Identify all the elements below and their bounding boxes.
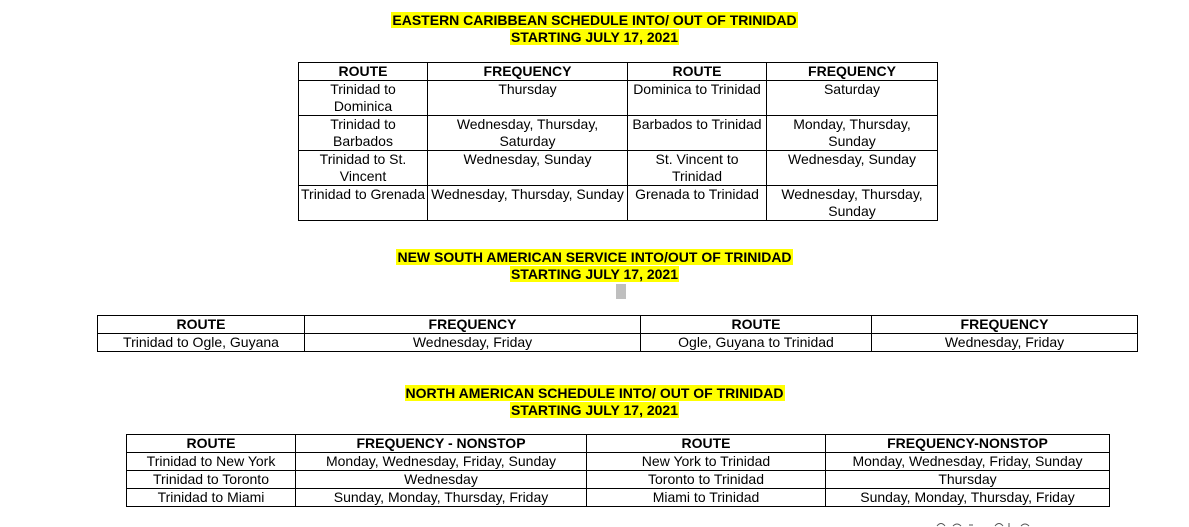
column-header: FREQUENCY: [305, 316, 641, 334]
section-title-line2: STARTING JULY 17, 2021: [510, 402, 679, 418]
eastern-caribbean-table: [298, 62, 938, 221]
table-cell: St. Vincent to Trinidad: [628, 151, 767, 186]
column-header: FREQUENCY - NONSTOP: [296, 435, 587, 453]
table-cell: Ogle, Guyana to Trinidad: [641, 334, 872, 352]
table-cell: Wednesday: [296, 471, 587, 489]
table-cell: Miami to Trinidad: [587, 489, 826, 507]
table-cell: Monday, Thursday, Sunday: [767, 116, 938, 151]
eastern-caribbean-start-date: [0, 29, 1189, 46]
section-title-line1: EASTERN CARIBBEAN SCHEDULE INTO/ OUT OF TRINIDAD: [392, 12, 797, 28]
table-cell: Trinidad to St. Vincent: [299, 151, 428, 186]
table-cell: Sunday, Monday, Thursday, Friday: [296, 489, 587, 507]
table-row: [98, 334, 1138, 352]
table-cell: Monday, Wednesday, Friday, Sunday: [296, 453, 587, 471]
table-cell: Wednesday, Friday: [872, 334, 1138, 352]
north-american-table: [126, 434, 1110, 507]
table-row: [299, 151, 938, 186]
section-title-line1: NORTH AMERICAN SCHEDULE INTO/ OUT OF TRINIDAD: [405, 385, 784, 401]
table-cell: Trinidad to Toronto: [127, 471, 296, 489]
table-cell: New York to Trinidad: [587, 453, 826, 471]
section-title-line2: STARTING JULY 17, 2021: [510, 266, 679, 282]
table-cell: Thursday: [428, 81, 628, 116]
table-cell: Dominica to Trinidad: [628, 81, 767, 116]
table-cell: Trinidad to Ogle, Guyana: [98, 334, 305, 352]
table-row: [299, 116, 938, 151]
column-header: ROUTE: [628, 63, 767, 81]
south-american-title: [0, 249, 1189, 266]
eastern-caribbean-title: [0, 12, 1189, 29]
table-cell: Toronto to Trinidad: [587, 471, 826, 489]
table-cell: Wednesday, Thursday, Saturday: [428, 116, 628, 151]
table-cell: Grenada to Trinidad: [628, 186, 767, 221]
table-row: [127, 471, 1110, 489]
table-row: [299, 186, 938, 221]
table-cell: Wednesday, Sunday: [428, 151, 628, 186]
south-american-start-date: [0, 266, 1189, 283]
table-cell: Wednesday, Friday: [305, 334, 641, 352]
south-american-table: [97, 315, 1138, 352]
table-cell: Wednesday, Sunday: [767, 151, 938, 186]
text-cursor-mark: [616, 284, 626, 299]
column-header: FREQUENCY: [872, 316, 1138, 334]
table-header-row: [98, 316, 1138, 334]
section-title-line2: STARTING JULY 17, 2021: [510, 29, 679, 45]
table-row: [127, 489, 1110, 507]
table-cell: Wednesday, Thursday, Sunday: [767, 186, 938, 221]
column-header: ROUTE: [587, 435, 826, 453]
table-cell: Wednesday, Thursday, Sunday: [428, 186, 628, 221]
north-american-title: [0, 385, 1189, 402]
column-header: ROUTE: [299, 63, 428, 81]
column-header: ROUTE: [127, 435, 296, 453]
table-cell: Trinidad to Miami: [127, 489, 296, 507]
column-header: FREQUENCY: [428, 63, 628, 81]
table-cell: Barbados to Trinidad: [628, 116, 767, 151]
table-cell: Trinidad to New York: [127, 453, 296, 471]
table-cell: Monday, Wednesday, Friday, Sunday: [826, 453, 1110, 471]
table-cell: Sunday, Monday, Thursday, Friday: [826, 489, 1110, 507]
section-title-line1: NEW SOUTH AMERICAN SERVICE INTO/OUT OF TRINIDAD: [397, 249, 792, 265]
table-cell: Trinidad to Barbados: [299, 116, 428, 151]
column-header: FREQUENCY: [767, 63, 938, 81]
partial-handwriting-mark: [935, 519, 1055, 527]
table-cell: Thursday: [826, 471, 1110, 489]
table-cell: Saturday: [767, 81, 938, 116]
column-header: ROUTE: [641, 316, 872, 334]
north-american-start-date: [0, 402, 1189, 419]
table-row: [299, 81, 938, 116]
table-header-row: [127, 435, 1110, 453]
table-cell: Trinidad to Dominica: [299, 81, 428, 116]
table-cell: Trinidad to Grenada: [299, 186, 428, 221]
table-header-row: [299, 63, 938, 81]
table-row: [127, 453, 1110, 471]
column-header: FREQUENCY-NONSTOP: [826, 435, 1110, 453]
column-header: ROUTE: [98, 316, 305, 334]
